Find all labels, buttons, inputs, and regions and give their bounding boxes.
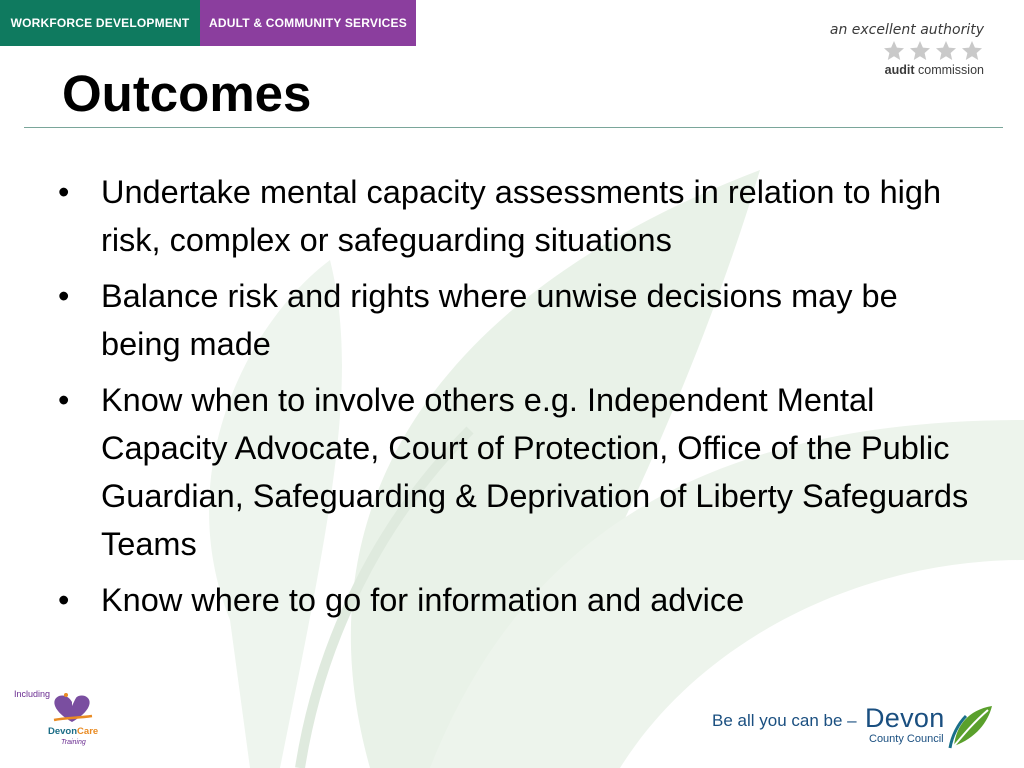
list-item-text: Know when to involve others e.g. Independent Mental Capacity Advocate, Court of Protection, Office of the Public Guardian, Safeguarding & Deprivation of Liberty Safeguards Teams [101,382,969,562]
devoncare-heart-icon [40,690,104,726]
list-item [58,376,978,568]
list-item [58,272,978,368]
star-icon [934,39,958,63]
bullet-dot: • [58,278,70,314]
audit-commission-text [824,63,984,77]
title-divider [24,127,1003,128]
devoncare-subtitle: Training [61,739,86,746]
outcome-list [58,168,978,632]
page-title: Outcomes [62,65,312,122]
commission-word: commission [918,63,984,77]
devoncare-name-b: Care [77,726,99,737]
including-label: Including [14,689,51,699]
devoncare-name-a: Devon [48,726,78,737]
audit-word: audit [884,63,915,77]
devoncare-logo[interactable] [40,690,104,750]
devon-leaf-icon [948,700,998,750]
tab-adult-community-services[interactable]: ADULT & COMMUNITY SERVICES [200,0,416,46]
list-item-text: Undertake mental capacity assessments in relation to high risk, complex or safeguarding situations [101,174,942,258]
devoncare-name [48,726,98,737]
bullet-dot: • [58,582,70,618]
rating-stars [824,39,984,65]
devon-name: Devon [865,703,945,733]
bullet-dot: • [58,174,70,210]
list-item-text: Balance risk and rights where unwise decisions may be being made [101,278,898,362]
star-icon [882,39,906,63]
star-icon [908,39,932,63]
devon-county-council-logo[interactable] [712,700,1012,756]
devon-council-text: County Council [869,733,944,745]
devon-tagline: Be all you can be – [712,711,857,730]
list-item [58,576,978,624]
authority-rating-text: an excellent authority [829,22,984,38]
list-item [58,168,978,264]
list-item-text: Know where to go for information and advice [101,582,745,618]
audit-commission-badge [824,22,984,77]
tab-workforce-development[interactable]: WORKFORCE DEVELOPMENT [0,0,200,46]
bullet-dot: • [58,382,70,418]
star-icon [960,39,984,63]
